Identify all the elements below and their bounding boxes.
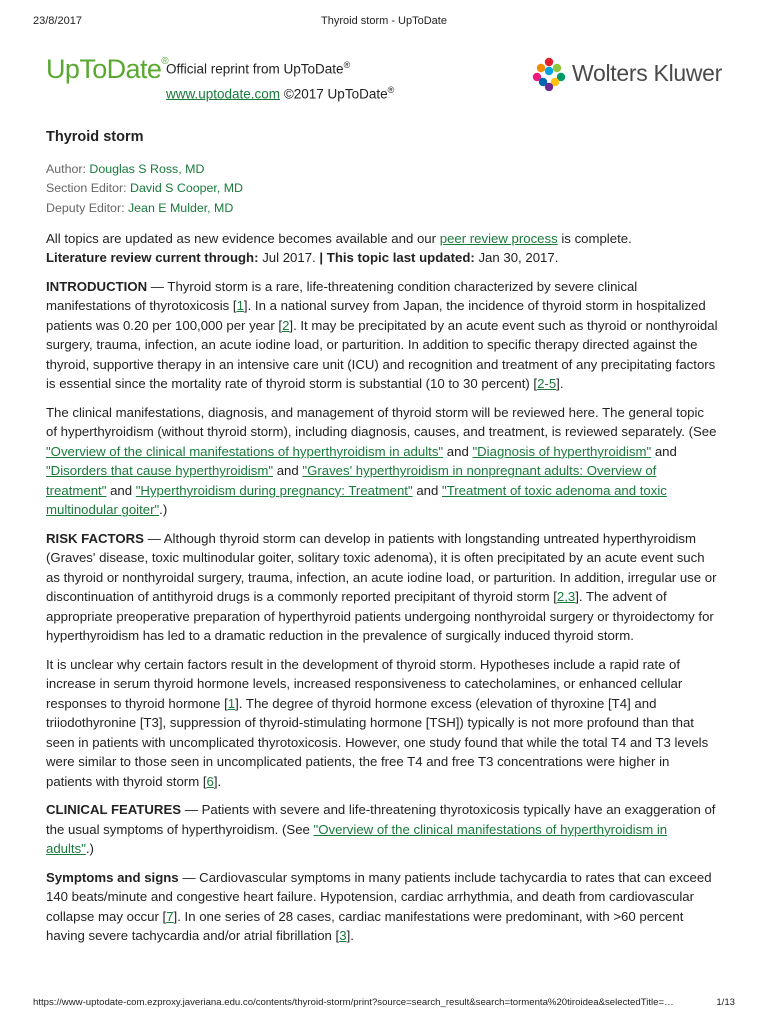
print-footer <box>33 997 735 1010</box>
reprint-notice: Official reprint from UpToDate® www.uptodate.com ©2017 UpToDate® <box>166 60 395 101</box>
subsection-heading: Symptoms and signs <box>46 869 179 885</box>
peer-review-link[interactable]: peer review process <box>439 230 558 246</box>
reference-link[interactable]: 2,3 <box>556 589 576 605</box>
print-date: 23/8/2017 <box>33 15 82 27</box>
hypotheses-paragraph: It is unclear why certain factors result in the development of thyroid storm. Hypotheses include a rapid rate of increase in serum thyroid hormone levels, increased responsiveness to catecholamines, or enhanced cellular responses to thyroid hormone [1]. The degree of thyroid hormone excess (elevation of thyroxine [T4] and triiodothyronine [T3], suppression of thyroid-stimulating hormone [TSH]) typically is not more profound than that seen in patients with uncomplicated thyrotoxicosis. However, one study found that while the total T4 and T3 levels were similar to those seen in uncomplicated patients, the free T4 and free T3 concentrations were higher in patients with thyroid storm [6]. <box>46 656 709 789</box>
topic-link[interactable]: "Graves' hyperthyroidism in nonpregnant adults: Overview of treatment" <box>46 463 657 498</box>
uptodate-logo: UpToDate® <box>46 54 169 84</box>
reference-link[interactable]: 3 <box>339 928 347 944</box>
deputy-editor-link[interactable]: Jean E Mulder, MD <box>127 201 234 216</box>
risk-factors-paragraph: RISK FACTORS — Although thyroid storm can develop in patients with longstanding untreated hyperthyroidism (Graves' disease, toxic multinodular goiter, solitary toxic adenoma), it is often precipitated by an acute event such as thyroid or nonthyroidal surgery, trauma, infection, an acute iodine load, or parturition. In addition, irregular use or discontinuation of antithyroid drugs is a commonly reported precipitant of thyroid storm [2,3]. The advent of appropriate preoperative preparation of hyperthyroid patients undergoing nonthyroidal surgery or thyroidectomy for hyperthyroidism has led to a dramatic reduction in the prevalence of surgically induced thyroid storm. <box>46 530 717 644</box>
article <box>46 128 718 955</box>
section-heading: RISK FACTORS <box>46 530 144 546</box>
copyright: ©2017 UpToDate <box>283 86 388 101</box>
website-link[interactable]: www.uptodate.com <box>166 86 281 101</box>
page-number: 1/13 <box>716 997 735 1008</box>
reference-link[interactable]: 1 <box>236 298 244 314</box>
overview-paragraph: The clinical manifestations, diagnosis, and management of thyroid storm will be reviewed here. The general topic of hyperthyroidism (without thyroid storm), including diagnosis, causes, and treatment, is reviewed separately. (See "Overview of the clinical manifestations of hyperthyroidism in adults" and "Diagnosis of hyperthyroidism" and "Disorders that cause hyperthyroidism" and "Graves' hyperthyroidism in nonpregnant adults: Overview of treatment" and "Hyperthyroidism during pregnancy: Treatment" and "Treatment of toxic adenoma and toxic multinodular goiter".) <box>46 404 717 518</box>
introduction-paragraph: INTRODUCTION — Thyroid storm is a rare, life-threatening condition characterized by severe clinical manifestations of thyrotoxicosis [1]. In a national survey from Japan, the incidence of thyroid storm in hospitalized patients was 0.20 per 100,000 per year [2]. It may be precipitated by an acute event such as thyroid or nonthyroidal surgery, trauma, infection, an acute iodine load, or parturition. In addition to specific therapy directed against the thyroid, supportive therapy in an intensive care unit (ICU) and recognition and treatment of any precipitating factors is essential since the mortality rate of thyroid storm is substantial (10 to 30 percent) [2-5]. <box>46 278 718 392</box>
credit-section-editor: Section Editor: David S Cooper, MD <box>46 181 243 196</box>
credit-author: Author: Douglas S Ross, MD <box>46 161 205 176</box>
publisher-name: Wolters Kluwer <box>572 60 723 86</box>
print-title: Thyroid storm - UpToDate <box>321 15 447 27</box>
reference-link[interactable]: 2-5 <box>537 376 557 392</box>
article-title: Thyroid storm <box>46 129 144 145</box>
reference-link[interactable]: 1 <box>227 695 236 711</box>
section-heading: CLINICAL FEATURES <box>46 802 182 818</box>
print-header <box>33 15 735 29</box>
reprint-line: Official reprint from UpToDate <box>166 61 344 77</box>
clinical-features-paragraph: CLINICAL FEATURES — Patients with severe and life-threatening thyrotoxicosis typically have an exaggeration of the usual symptoms of hyperthyroidism. (See "Overview of the clinical manifestations of hyperthyroidism in adults".) <box>46 802 716 857</box>
update-notice: All topics are updated as new evidence becomes available and our peer review process is complete. Literature review current through: Jul 2017. | This topic last updated: Jan 30, 2017. <box>46 230 632 266</box>
section-heading: INTRODUCTION <box>46 278 148 294</box>
reference-link[interactable]: 7 <box>166 908 174 924</box>
topic-link[interactable]: "Overview of the clinical manifestations of hyperthyroidism in adults" <box>46 443 444 459</box>
credit-deputy-editor: Deputy Editor: Jean E Mulder, MD <box>46 201 234 216</box>
topic-link[interactable]: "Diagnosis of hyperthyroidism" <box>472 443 652 459</box>
print-url: https://www-uptodate-com.ezproxy.javeriana.edu.co/contents/thyroid-storm/print?source=search_result&search=tormenta%20tiroidea&selectedTitle=… <box>33 997 674 1008</box>
topic-link[interactable]: "Overview of the clinical manifestations of hyperthyroidism in adults" <box>46 821 668 857</box>
section-editor-link[interactable]: David S Cooper, MD <box>130 181 243 196</box>
wolters-kluwer-logo <box>532 56 722 92</box>
brand-header <box>46 52 723 101</box>
reference-link[interactable]: 2 <box>282 317 290 333</box>
topic-link[interactable]: "Treatment of toxic adenoma and toxic multinodular goiter" <box>46 482 667 518</box>
symptoms-paragraph: Symptoms and signs — Cardiovascular symptoms in many patients include tachycardia to rates that can exceed 140 beats/minute and congestive heart failure. Hypotension, cardiac arrhythmia, and death from cardiovascular collapse may occur [7]. In one series of 28 cases, cardiac manifestations were predominant, with >60 percent having severe tachycardia and/or atrial fibrillation [3]. <box>46 869 712 944</box>
topic-link[interactable]: "Hyperthyroidism during pregnancy: Treatment" <box>135 482 413 498</box>
author-link[interactable]: Douglas S Ross, MD <box>89 161 205 176</box>
reference-link[interactable]: 6 <box>206 773 214 789</box>
wolters-kluwer-emblem-icon <box>532 57 566 91</box>
topic-link[interactable]: "Disorders that cause hyperthyroidism" <box>46 463 274 479</box>
credits <box>46 160 718 219</box>
